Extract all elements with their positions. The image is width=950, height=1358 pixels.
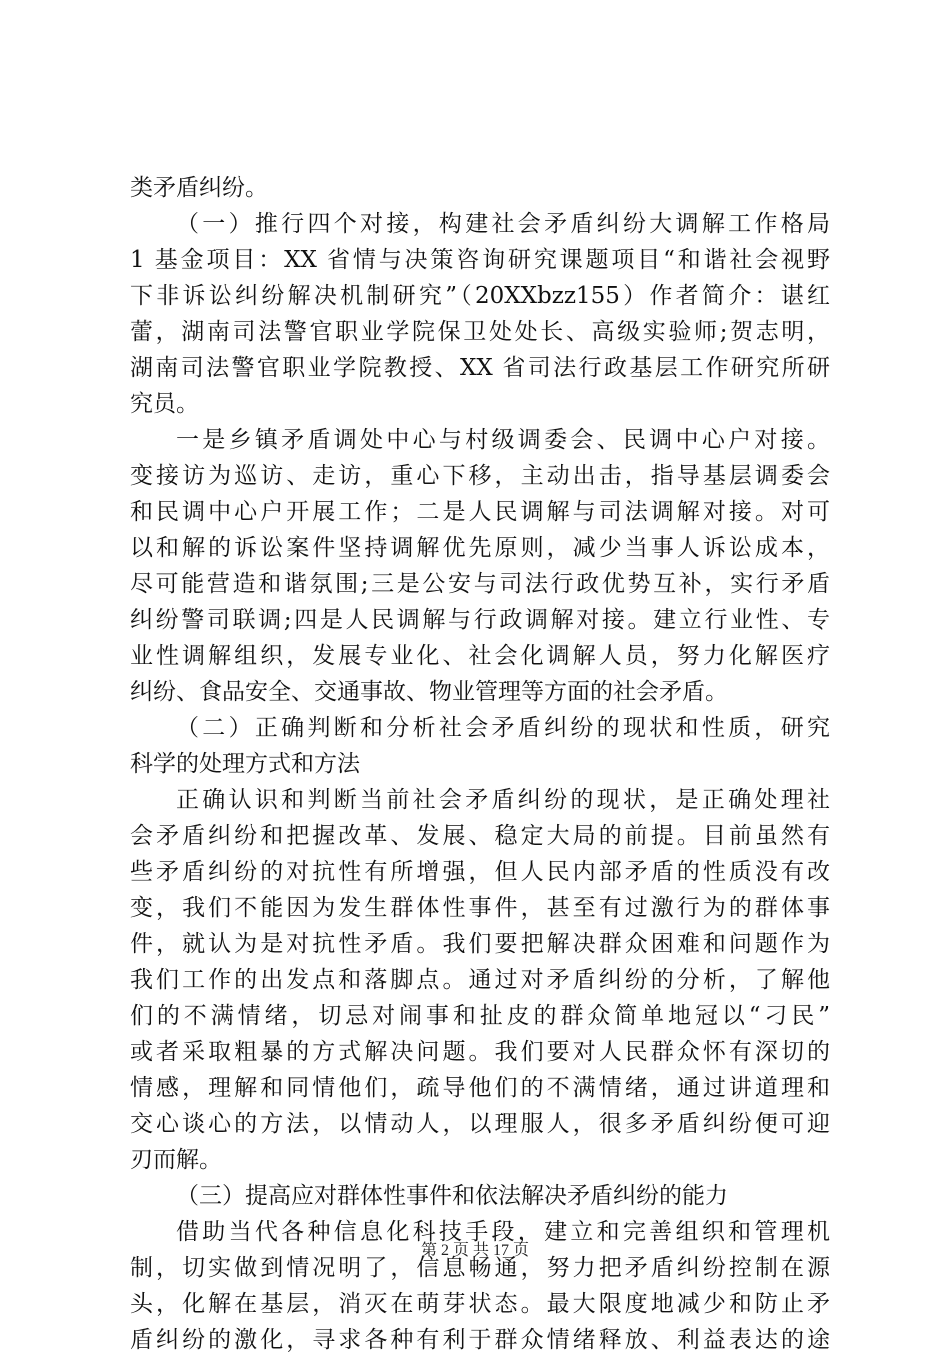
document-body xyxy=(130,170,830,1358)
text-line: 刃而解。 xyxy=(130,1147,222,1173)
text-line: 正确认识和判断当前社会矛盾纠纷的现状，是正确处理社 xyxy=(176,787,830,813)
text-line: （一）推行四个对接，构建社会矛盾纠纷大调解工作格局 xyxy=(176,211,830,237)
text-line: 我们工作的出发点和落脚点。通过对矛盾纠纷的分析，了解他 xyxy=(130,967,830,993)
text-line: 尽可能营造和谐氛围;三是公安与司法行政优势互补，实行矛盾 xyxy=(130,571,830,597)
text-line: （二）正确判断和分析社会矛盾纠纷的现状和性质，研究 xyxy=(176,715,830,741)
text-line: 以和解的诉讼案件坚持调解优先原则，减少当事人诉讼成本， xyxy=(130,535,830,561)
text-line: 纠纷、食品安全、交通事故、物业管理等方面的社会矛盾。 xyxy=(130,679,728,705)
text-line: （三）提高应对群体性事件和依法解决矛盾纠纷的能力 xyxy=(176,1183,728,1209)
text-line: 和民调中心户开展工作；二是人民调解与司法调解对接。对可 xyxy=(130,499,830,525)
text-line: 交心谈心的方法，以情动人，以理服人，很多矛盾纠纷便可迎 xyxy=(130,1111,830,1137)
text-line: 会矛盾纠纷和把握改革、发展、稳定大局的前提。目前虽然有 xyxy=(130,823,830,849)
text-line: 类矛盾纠纷。 xyxy=(130,175,268,201)
page-footer: 第 2 页 共 17 页 xyxy=(420,1242,529,1259)
text-line: 件，就认为是对抗性矛盾。我们要把解决群众困难和问题作为 xyxy=(130,931,830,957)
text-line: 1 基金项目：XX 省情与决策咨询研究课题项目“和谐社会视野 xyxy=(130,247,830,273)
text-line: 一是乡镇矛盾调处中心与村级调委会、民调中心户对接。 xyxy=(176,427,830,453)
text-line: 借助当代各种信息化科技手段，建立和完善组织和管理机 xyxy=(176,1219,830,1245)
text-line: 蕾，湖南司法警官职业学院保卫处处长、高级实验师;贺志明， xyxy=(130,319,830,345)
text-line: 科学的处理方式和方法 xyxy=(130,751,360,777)
text-line: 情感，理解和同情他们，疏导他们的不满情绪，通过讲道理和 xyxy=(130,1075,830,1101)
text-line: 们的不满情绪，切忌对闹事和扯皮的群众简单地冠以“刁民” xyxy=(130,1003,830,1029)
text-line: 下非诉讼纠纷解决机制研究”（20XXbzz155）作者简介：谌红 xyxy=(130,283,830,309)
text-line: 纠纷警司联调;四是人民调解与行政调解对接。建立行业性、专 xyxy=(130,607,830,633)
text-line: 业性调解组织，发展专业化、社会化调解人员，努力化解医疗 xyxy=(130,643,830,669)
text-line: 盾纠纷的激化，寻求各种有利于群众情绪释放、利益表达的途 xyxy=(130,1327,830,1353)
text-line: 些矛盾纠纷的对抗性有所增强，但人民内部矛盾的性质没有改 xyxy=(130,859,830,885)
text-line: 湖南司法警官职业学院教授、XX 省司法行政基层工作研究所研 xyxy=(130,355,830,381)
text-line: 头，化解在基层，消灭在萌芽状态。最大限度地减少和防止矛 xyxy=(130,1291,830,1317)
text-line: 变，我们不能因为发生群体性事件，甚至有过激行为的群体事 xyxy=(130,895,830,921)
text-line: 究员。 xyxy=(130,391,199,417)
text-line: 或者采取粗暴的方式解决问题。我们要对人民群众怀有深切的 xyxy=(130,1039,830,1065)
text-line: 制，切实做到情况明了，信息畅通，努力把矛盾纠纷控制在源 xyxy=(130,1255,830,1281)
text-line: 变接访为巡访、走访，重心下移，主动出击，指导基层调委会 xyxy=(130,463,830,489)
